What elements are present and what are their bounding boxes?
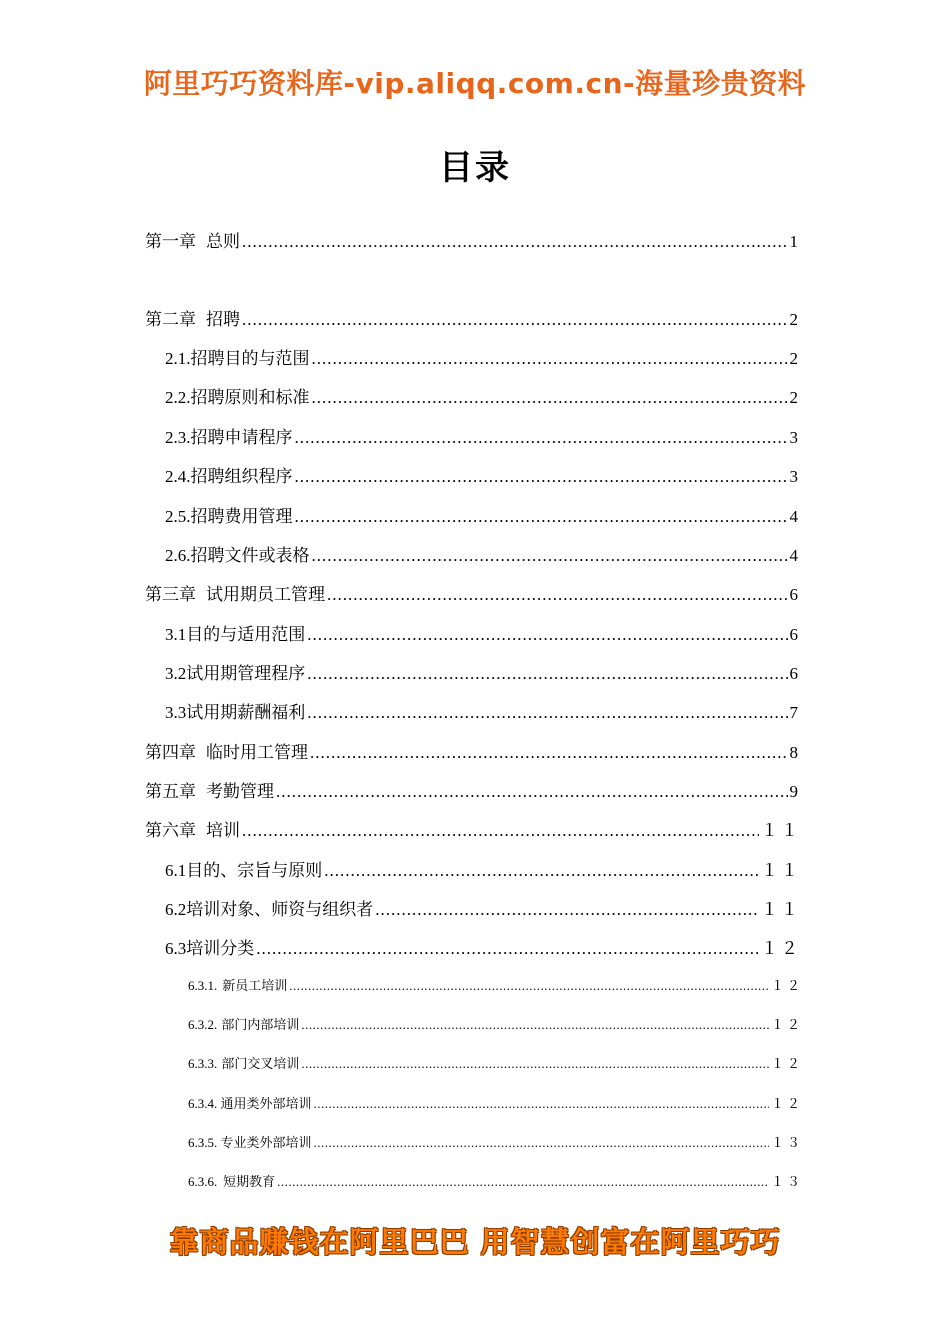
toc-leader-dots — [276, 782, 788, 802]
toc-entry-page: １１ — [761, 900, 801, 919]
toc-entry-2-1[interactable] — [165, 344, 801, 369]
toc-leader-dots — [310, 743, 788, 763]
toc-entry-label: 总则 — [206, 232, 240, 251]
toc-entry-number: 6.3.1. — [188, 978, 218, 993]
toc-leader-dots — [314, 1096, 769, 1112]
toc-entry-label: 培训 — [206, 821, 240, 840]
toc-entry-page: １２ — [770, 978, 803, 993]
toc-entry-number: 第三章 — [145, 585, 196, 604]
toc-entry-page: 4 — [789, 546, 801, 565]
toc-leader-dots — [307, 664, 787, 684]
toc-leader-dots — [295, 467, 788, 487]
toc-entry-number: 3.3 — [165, 703, 187, 722]
toc-leader-dots — [324, 861, 759, 881]
toc-entry-page: １２ — [770, 1017, 803, 1032]
toc-entry-label: 招聘文件或表格 — [190, 546, 310, 565]
toc-entry-6-2[interactable] — [165, 895, 801, 920]
toc-entry-number: 2.2. — [165, 388, 191, 407]
toc-entry-number: 2.4. — [165, 467, 191, 486]
toc-entry-label: 招聘申请程序 — [190, 428, 293, 447]
toc-entry-number: 3.2 — [165, 664, 187, 683]
toc-entry-page: 3 — [789, 428, 801, 447]
toc-entry-label: 部门交叉培训 — [221, 1056, 300, 1071]
toc-leader-dots — [242, 310, 788, 330]
toc-entry-label: 试用期员工管理 — [206, 585, 325, 604]
toc-leader-dots — [301, 1056, 769, 1072]
toc-entry-page: 2 — [789, 310, 801, 329]
toc-entry-6-1[interactable] — [165, 856, 801, 881]
toc-entry-6-3-4[interactable] — [188, 1093, 803, 1112]
toc-entry-number: 6.3.3. — [188, 1056, 218, 1071]
toc-entry-page: 2 — [789, 388, 801, 407]
toc-entry-page: １３ — [770, 1174, 803, 1189]
toc-leader-dots — [256, 939, 759, 959]
toc-leader-dots — [312, 388, 788, 408]
toc-entry-number: 第一章 — [145, 232, 196, 251]
toc-entry-6-3-2[interactable] — [188, 1014, 803, 1033]
toc-entry-page: 9 — [789, 782, 801, 801]
toc-entry-6-3-6[interactable] — [188, 1171, 803, 1190]
toc-entry-page: 7 — [789, 703, 801, 722]
toc-entry-chapter-3[interactable] — [145, 580, 801, 605]
toc-entry-2-5[interactable] — [165, 502, 801, 527]
toc-entry-2-4[interactable] — [165, 462, 801, 487]
toc-entry-label: 专业类外部培训 — [220, 1135, 312, 1150]
toc-leader-dots — [295, 428, 788, 448]
toc-entry-label: 招聘组织程序 — [190, 467, 293, 486]
toc-entry-page: 8 — [789, 743, 801, 762]
toc-entry-label: 目的与适用范围 — [186, 625, 306, 644]
toc-entry-number: 2.5. — [165, 507, 191, 526]
toc-leader-dots — [277, 1174, 769, 1190]
toc-entry-number: 2.3. — [165, 428, 191, 447]
toc-entry-chapter-4[interactable] — [145, 738, 801, 763]
toc-entry-label: 短期教育 — [223, 1174, 276, 1189]
toc-leader-dots — [375, 900, 759, 920]
toc-entry-label: 通用类外部培训 — [220, 1096, 312, 1111]
toc-entry-page: 2 — [789, 349, 801, 368]
toc-entry-2-3[interactable] — [165, 423, 801, 448]
toc-entry-page: １１ — [761, 821, 801, 840]
toc-entry-chapter-1[interactable] — [145, 227, 801, 252]
toc-entry-number: 6.3 — [165, 939, 187, 958]
toc-entry-2-6[interactable] — [165, 541, 801, 566]
toc-entry-number: 6.1 — [165, 861, 187, 880]
toc-entry-number: 2.1. — [165, 349, 191, 368]
toc-entry-6-3-5[interactable] — [188, 1132, 803, 1151]
toc-leader-dots — [312, 349, 788, 369]
toc-entry-label: 目的、宗旨与原则 — [186, 861, 323, 880]
toc-entry-2-2[interactable] — [165, 383, 801, 408]
toc-entry-page: 4 — [789, 507, 801, 526]
toc-entry-page: １２ — [761, 939, 801, 958]
toc-entry-label: 部门内部培训 — [221, 1017, 300, 1032]
toc-entry-number: 6.3.2. — [188, 1017, 218, 1032]
toc-leader-dots — [307, 625, 787, 645]
toc-entry-page: １１ — [761, 861, 801, 880]
toc-entry-number: 3.1 — [165, 625, 187, 644]
toc-entry-page: 6 — [789, 625, 801, 644]
toc-leader-dots — [327, 585, 788, 605]
toc-entry-number: 第六章 — [145, 821, 196, 840]
toc-entry-number: 6.2 — [165, 900, 187, 919]
footer-banner: 靠商品赚钱在阿里巴巴 用智慧创富在阿里巧巧 — [169, 1225, 781, 1259]
toc-leader-dots — [312, 546, 788, 566]
toc-entry-page: １２ — [770, 1096, 803, 1111]
toc-entry-3-1[interactable] — [165, 620, 801, 645]
toc-entry-3-2[interactable] — [165, 659, 801, 684]
toc-leader-dots — [301, 1017, 769, 1033]
toc-entry-label: 招聘费用管理 — [190, 507, 293, 526]
toc-leader-dots — [314, 1135, 769, 1151]
toc-leader-dots — [307, 703, 787, 723]
toc-entry-label: 试用期薪酬福利 — [186, 703, 306, 722]
toc-entry-number: 6.3.4. — [188, 1096, 218, 1111]
toc-entry-number: 第二章 — [145, 310, 196, 329]
toc-entry-label: 培训分类 — [186, 939, 255, 958]
toc-leader-dots — [242, 821, 759, 841]
toc-entry-label: 新员工培训 — [222, 978, 288, 993]
toc-entry-label: 临时用工管理 — [206, 743, 308, 762]
toc-entry-page: 6 — [789, 664, 801, 683]
toc-entry-page: １２ — [770, 1056, 803, 1071]
toc-entry-label: 考勤管理 — [206, 782, 274, 801]
toc-entry-6-3[interactable] — [165, 934, 801, 959]
toc-entry-page: １３ — [770, 1135, 803, 1150]
toc-entry-page: 6 — [789, 585, 801, 604]
toc-entry-3-3[interactable] — [165, 698, 801, 723]
toc-entry-number: 6.3.5. — [188, 1135, 218, 1150]
toc-entry-chapter-6[interactable] — [145, 816, 801, 841]
toc-leader-dots — [242, 232, 788, 252]
toc-entry-label: 培训对象、师资与组织者 — [186, 900, 374, 919]
toc-entry-number: 第四章 — [145, 743, 196, 762]
toc-entry-6-3-1[interactable] — [188, 975, 803, 994]
toc-entry-number: 6.3.6. — [188, 1174, 218, 1189]
toc-title: 目录 — [439, 148, 511, 188]
toc-leader-dots — [289, 978, 769, 994]
toc-entry-chapter-5[interactable] — [145, 777, 801, 802]
toc-leader-dots — [295, 507, 788, 527]
toc-entry-number: 第五章 — [145, 782, 196, 801]
toc-entry-page: 3 — [789, 467, 801, 486]
toc-entry-page: 1 — [789, 232, 801, 251]
toc-entry-label: 试用期管理程序 — [186, 664, 306, 683]
toc-entry-label: 招聘 — [206, 310, 240, 329]
toc-entry-chapter-2[interactable] — [145, 305, 801, 330]
toc-entry-label: 招聘原则和标准 — [190, 388, 310, 407]
header-banner: 阿里巧巧资料库-vip.aliqq.com.cn-海量珍贵资料 — [143, 67, 807, 100]
toc-entry-label: 招聘目的与范围 — [190, 349, 310, 368]
toc-entry-number: 2.6. — [165, 546, 191, 565]
toc-entry-6-3-3[interactable] — [188, 1053, 803, 1072]
